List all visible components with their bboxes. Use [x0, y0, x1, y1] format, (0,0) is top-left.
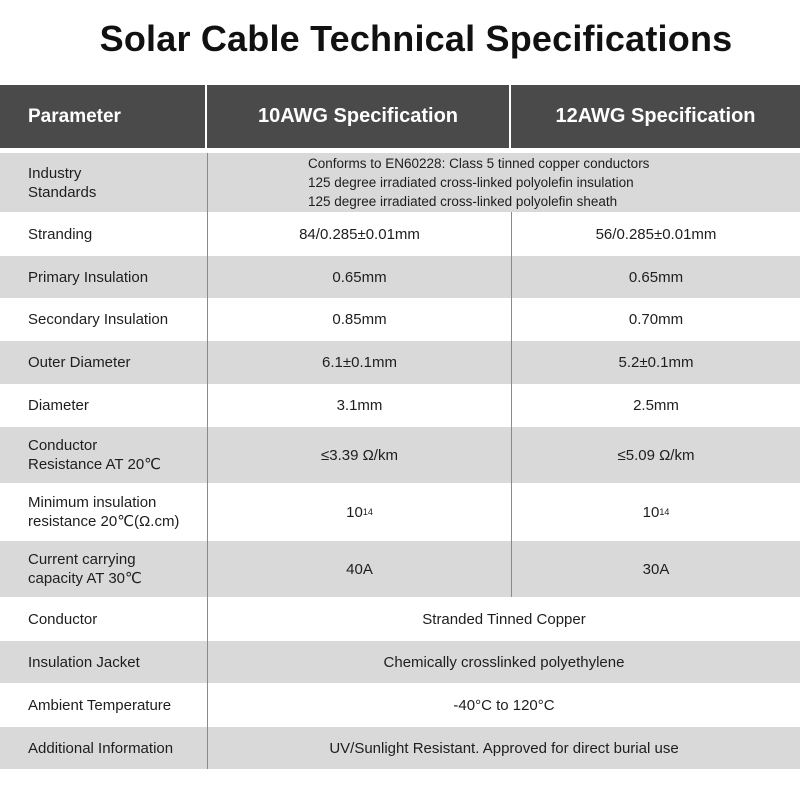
table-header	[0, 85, 800, 148]
row-label	[0, 483, 208, 541]
table-row-additional-information	[0, 727, 800, 769]
row-label: Ambient Temperature	[0, 683, 208, 727]
table-row-stranding	[0, 212, 800, 256]
table-row-conductor-resistance	[0, 427, 800, 483]
value-both: Chemically crosslinked polyethylene	[383, 653, 625, 671]
table-row-min-insulation-resistance	[0, 483, 800, 541]
row-label: Diameter	[0, 384, 208, 427]
standards-line: Conforms to EN60228: Class 5 tinned copper conductors	[308, 156, 650, 171]
row-label: Outer Diameter	[0, 341, 208, 384]
row-label-line: Current carrying	[28, 551, 136, 568]
row-label: Primary Insulation	[0, 256, 208, 298]
header-10awg: 10AWG Specification	[207, 85, 511, 148]
value-12awg: 0.70mm	[628, 311, 684, 328]
value-10awg: 6.1±0.1mm	[208, 341, 512, 384]
value-12awg: 5.2±0.1mm	[618, 354, 694, 371]
row-label-line: Minimum insulation	[28, 494, 157, 511]
value-both: Stranded Tinned Copper	[422, 610, 586, 628]
value-10awg: ≤3.39 Ω/km	[208, 427, 512, 483]
table-row-primary-insulation	[0, 256, 800, 298]
header-12awg: 12AWG Specification	[555, 105, 756, 127]
page-title: Solar Cable Technical Specifications	[99, 18, 733, 59]
row-label-line: Industry	[28, 164, 82, 182]
row-label	[0, 541, 208, 597]
standards-line: 125 degree irradiated cross-linked polyolefin sheath	[308, 194, 618, 209]
table-row-secondary-insulation	[0, 298, 800, 341]
row-label-line: Conductor	[28, 437, 98, 454]
value-10awg: 0.85mm	[208, 298, 512, 341]
spec-table	[0, 85, 800, 769]
value-12awg: 0.65mm	[628, 268, 684, 286]
standards-value	[208, 153, 800, 212]
table-row-insulation-jacket	[0, 641, 800, 683]
value-10awg: 10 14	[208, 483, 512, 541]
row-label-line: Standards	[28, 183, 97, 201]
value-10awg: 40A	[208, 541, 512, 597]
row-label: Conductor	[0, 597, 208, 641]
row-label: Insulation Jacket	[0, 641, 208, 683]
table-row-industry-standards	[0, 153, 800, 212]
row-label: Stranding	[0, 212, 208, 256]
value-12awg: 2.5mm	[633, 397, 679, 414]
row-label-line: capacity AT 30℃	[28, 570, 142, 587]
value-10awg: 84/0.285±0.01mm	[208, 212, 512, 256]
value-base: 10	[346, 503, 363, 521]
standards-line: 125 degree irradiated cross-linked polyolefin insulation	[308, 175, 634, 190]
table-row-outer-diameter	[0, 341, 800, 384]
table-row-current-capacity	[0, 541, 800, 597]
value-12awg: 10 14	[642, 503, 670, 521]
row-label-line: resistance 20℃(Ω.cm)	[28, 513, 180, 530]
row-label-line: Resistance AT 20℃	[28, 456, 162, 473]
value-12awg: 30A	[642, 560, 670, 578]
row-label	[0, 427, 208, 483]
value-12awg: 56/0.285±0.01mm	[595, 225, 717, 243]
value-12awg: ≤5.09 Ω/km	[617, 446, 695, 464]
header-parameter: Parameter	[0, 85, 207, 148]
value-both: UV/Sunlight Resistant. Approved for direct burial use	[329, 739, 679, 757]
value-10awg: 0.65mm	[208, 256, 512, 298]
row-label: Secondary Insulation	[0, 298, 208, 341]
table-row-conductor	[0, 597, 800, 641]
row-label	[0, 153, 208, 212]
value-10awg: 3.1mm	[208, 384, 512, 427]
table-row-ambient-temperature	[0, 683, 800, 727]
row-label: Additional Information	[0, 727, 208, 769]
value-both: -40°C to 120°C	[453, 696, 555, 714]
table-row-diameter	[0, 384, 800, 427]
value-base: 10	[642, 503, 660, 521]
